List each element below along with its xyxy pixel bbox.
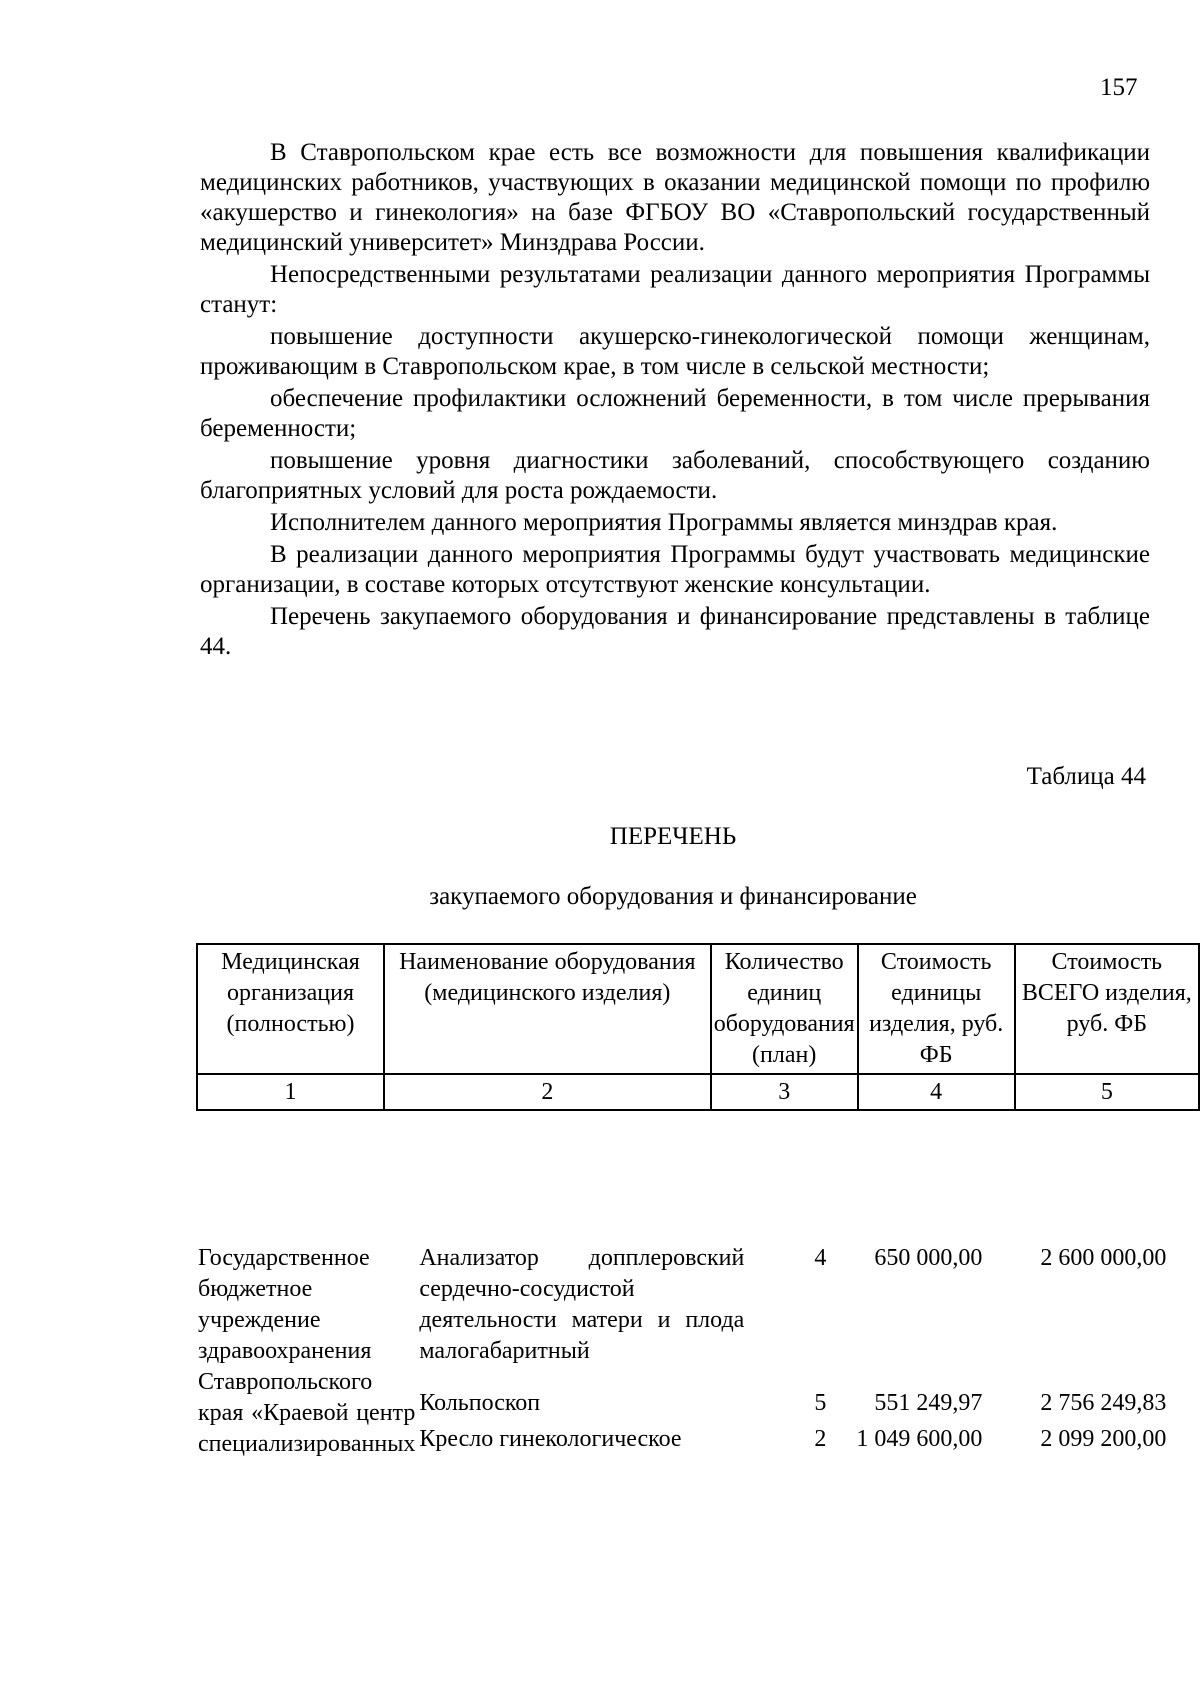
- table-header: [196, 943, 1200, 1111]
- paragraph: Исполнителем данного мероприятия Программы является минздрав края.: [270, 509, 1058, 536]
- paragraph: обеспечение профилактики осложнений беременности, в том числе прерывания беременности;: [200, 385, 1150, 442]
- body-text: [200, 138, 1150, 664]
- table-row: [196, 1243, 1168, 1388]
- quantity-cell: 5: [814, 1389, 827, 1416]
- column-number: 3: [711, 1074, 858, 1110]
- equipment-cell: Кресло гинекологическое: [419, 1425, 682, 1452]
- total-cost-cell: 2 600 000,00: [1040, 1245, 1167, 1271]
- total-cost-cell: 2 099 200,00: [1040, 1425, 1167, 1452]
- paragraph: Непосредственными результатами реализации данного мероприятия Программы станут:: [200, 261, 1150, 318]
- organization-cell: Государственное бюджетное учреждение здравоохранения Ставропольского края «Краевой центр специализированных: [198, 1245, 416, 1457]
- column-number: 5: [1015, 1074, 1199, 1110]
- paragraph: повышение доступности акушерско-гинекологической помощи женщинам, проживающим в Ставропольском крае, в том числе в сельской местности;: [200, 323, 1150, 380]
- paragraph: Перечень закупаемого оборудования и финансирование представлены в таблице 44.: [200, 603, 1150, 660]
- header-row: [197, 944, 1199, 1074]
- page-number: 157: [1100, 74, 1138, 101]
- column-number: 2: [384, 1074, 711, 1110]
- header-total-cost: Стоимость ВСЕГО изделия, руб. ФБ: [1015, 944, 1199, 1074]
- quantity-cell: 4: [814, 1245, 827, 1271]
- equipment-cell: Анализатор допплеровский сердечно-сосудистой деятельности матери и плода малогабаритный: [419, 1245, 745, 1364]
- quantity-cell: 2: [814, 1425, 827, 1452]
- header-quantity: Количество единиц оборудования (план): [711, 944, 858, 1074]
- column-number: 1: [197, 1074, 384, 1110]
- paragraph: В Ставропольском крае есть все возможности для повышения квалификации медицинских работников, участвующих в оказании медицинской помощи по профилю «акушерство и гинекология» на базе ФГБОУ ВО «Ставропольский государственный медицинский университет» Минздрава России.: [200, 139, 1150, 256]
- table-label: Таблица 44: [1026, 763, 1146, 790]
- column-number-row: [197, 1074, 1199, 1110]
- unit-cost-cell: 1 049 600,00: [856, 1425, 983, 1452]
- column-number: 4: [858, 1074, 1015, 1110]
- total-cost-cell: 2 756 249,83: [1040, 1389, 1167, 1416]
- header-equipment: Наименование оборудования (медицинского изделия): [384, 944, 711, 1074]
- list-subtitle: закупаемого оборудования и финансирование: [429, 883, 917, 910]
- header-organization: Медицинская организация (полностью): [197, 944, 384, 1074]
- list-title: ПЕРЕЧЕНЬ: [609, 823, 737, 850]
- unit-cost-cell: 551 249,97: [874, 1389, 983, 1416]
- paragraph: повышение уровня диагностики заболеваний, способствующего созданию благоприятных условий для роста рождаемости.: [200, 447, 1150, 504]
- unit-cost-cell: 650 000,00: [874, 1245, 983, 1271]
- paragraph: В реализации данного мероприятия Программы будут участвовать медицинские организации, в составе которых отсутствуют женские консультации.: [200, 541, 1150, 598]
- table-body: [196, 1243, 1168, 1460]
- header-unit-cost: Стоимость единицы изделия, руб. ФБ: [858, 944, 1015, 1074]
- equipment-cell: Кольпоскоп: [419, 1389, 541, 1416]
